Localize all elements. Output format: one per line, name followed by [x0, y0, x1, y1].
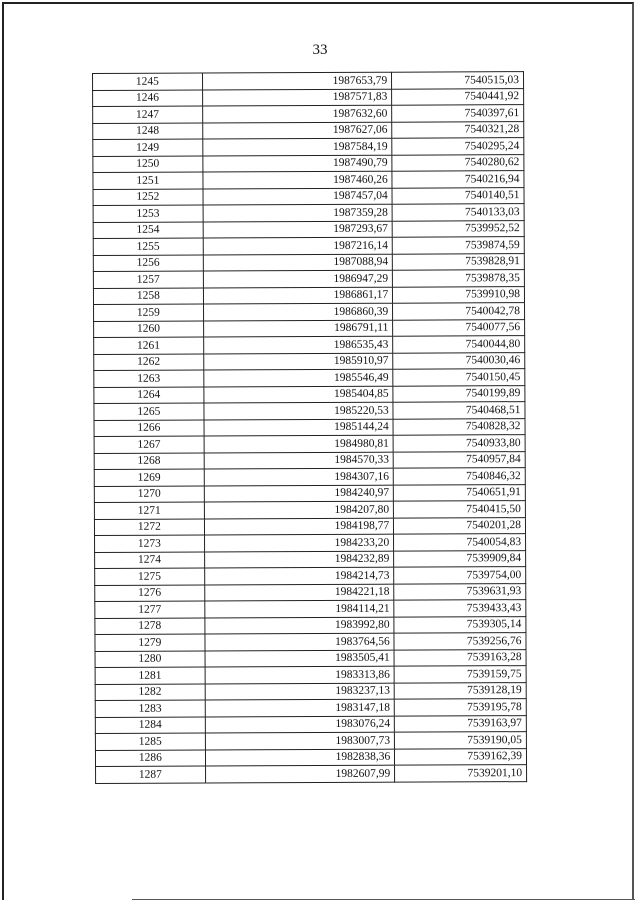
x-coordinate-cell: 1983313,86 — [205, 666, 395, 683]
page-number: 33 — [312, 42, 328, 58]
point-number-cell: 1276 — [95, 585, 205, 602]
y-coordinate-cell: 7540044,80 — [393, 336, 525, 353]
table-row — [94, 468, 525, 486]
point-number-cell: 1269 — [94, 469, 204, 486]
y-coordinate-cell: 7540828,32 — [393, 418, 525, 435]
table-row — [93, 105, 524, 123]
table-row — [94, 501, 525, 519]
x-coordinate-cell: 1985220,53 — [204, 402, 394, 419]
point-number-cell: 1247 — [93, 106, 203, 123]
table-row — [95, 600, 526, 618]
point-number-cell: 1260 — [94, 321, 204, 338]
y-coordinate-cell: 7539952,52 — [392, 220, 524, 237]
point-number-cell: 1256 — [93, 255, 203, 272]
y-coordinate-cell: 7540651,91 — [394, 484, 526, 501]
table-row — [95, 715, 526, 733]
x-coordinate-cell: 1986861,17 — [203, 287, 393, 304]
point-number-cell: 1281 — [95, 667, 205, 684]
x-coordinate-cell: 1987571,83 — [202, 89, 392, 106]
point-number-cell: 1272 — [94, 519, 204, 536]
y-coordinate-cell: 7540042,78 — [393, 303, 525, 320]
x-coordinate-cell: 1987584,19 — [202, 138, 392, 155]
y-coordinate-cell: 7539909,84 — [394, 550, 526, 567]
point-number-cell: 1265 — [94, 403, 204, 420]
y-coordinate-cell: 7540468,51 — [393, 402, 525, 419]
x-coordinate-cell: 1987460,26 — [203, 171, 393, 188]
y-coordinate-cell: 7540846,32 — [393, 468, 525, 485]
x-coordinate-cell: 1984207,80 — [204, 501, 394, 518]
point-number-cell: 1275 — [95, 568, 205, 585]
x-coordinate-cell: 1983992,80 — [205, 617, 395, 634]
point-number-cell: 1264 — [94, 387, 204, 404]
table-row — [95, 567, 526, 585]
point-number-cell: 1250 — [93, 156, 203, 173]
table-row — [93, 253, 524, 271]
point-number-cell: 1283 — [95, 700, 205, 717]
y-coordinate-cell: 7539195,78 — [394, 699, 526, 716]
y-coordinate-cell: 7540216,94 — [392, 171, 524, 188]
table-row — [95, 616, 526, 634]
y-coordinate-cell: 7539128,19 — [394, 682, 526, 699]
x-coordinate-cell: 1983237,13 — [205, 683, 395, 700]
y-coordinate-cell: 7540295,24 — [392, 138, 524, 155]
x-coordinate-cell: 1982607,99 — [205, 765, 395, 782]
point-number-cell: 1261 — [94, 337, 204, 354]
x-coordinate-cell: 1984570,33 — [204, 452, 394, 469]
table-row — [94, 402, 525, 420]
point-number-cell: 1254 — [93, 222, 203, 239]
x-coordinate-cell: 1984240,97 — [204, 485, 394, 502]
y-coordinate-cell: 7539163,97 — [395, 715, 527, 732]
point-number-cell: 1249 — [93, 139, 203, 156]
table-row — [95, 682, 526, 700]
y-coordinate-cell: 7539433,43 — [394, 600, 526, 617]
x-coordinate-cell: 1983076,24 — [205, 716, 395, 733]
point-number-cell: 1271 — [94, 502, 204, 519]
table-row — [93, 88, 524, 106]
table-row — [93, 187, 524, 205]
table-row — [94, 418, 525, 436]
table-row — [94, 352, 525, 370]
point-number-cell: 1278 — [95, 618, 205, 635]
table-row — [93, 171, 524, 189]
table-row — [95, 534, 526, 552]
x-coordinate-cell: 1984198,77 — [204, 518, 394, 535]
table-row — [96, 765, 527, 783]
x-coordinate-cell: 1986860,39 — [203, 303, 393, 320]
table-row — [93, 220, 524, 238]
table-row — [93, 270, 524, 288]
y-coordinate-cell: 7540515,03 — [392, 72, 524, 89]
y-coordinate-cell: 7540133,03 — [392, 204, 524, 221]
point-number-cell: 1257 — [93, 271, 203, 288]
y-coordinate-cell: 7540957,84 — [393, 451, 525, 468]
table-row — [93, 286, 524, 304]
point-number-cell: 1251 — [93, 172, 203, 189]
coordinates-table — [92, 71, 527, 783]
x-coordinate-cell: 1986535,43 — [203, 336, 393, 353]
x-coordinate-cell: 1987653,79 — [202, 72, 392, 89]
point-number-cell: 1252 — [93, 189, 203, 206]
point-number-cell: 1262 — [94, 354, 204, 371]
coordinates-table-body — [93, 72, 527, 783]
table-row — [94, 435, 525, 453]
point-number-cell: 1258 — [93, 288, 203, 305]
y-coordinate-cell: 7540397,61 — [392, 105, 524, 122]
table-row — [94, 484, 525, 502]
x-coordinate-cell: 1987632,60 — [202, 105, 392, 122]
table-row — [95, 732, 526, 750]
table-row — [95, 583, 526, 601]
table-row — [95, 633, 526, 651]
x-coordinate-cell: 1986947,29 — [203, 270, 393, 287]
x-coordinate-cell: 1986791,11 — [203, 320, 393, 337]
table-row — [94, 319, 525, 337]
y-coordinate-cell: 7540054,83 — [394, 534, 526, 551]
x-coordinate-cell: 1983147,18 — [205, 699, 395, 716]
table-row — [95, 748, 526, 766]
x-coordinate-cell: 1984233,20 — [204, 534, 394, 551]
y-coordinate-cell: 7540933,80 — [393, 435, 525, 452]
y-coordinate-cell: 7539190,05 — [395, 732, 527, 749]
x-coordinate-cell: 1987216,14 — [203, 237, 393, 254]
point-number-cell: 1277 — [95, 601, 205, 618]
table-row — [95, 666, 526, 684]
bottom-divider — [132, 899, 635, 900]
y-coordinate-cell: 7540150,45 — [393, 369, 525, 386]
table-row — [95, 699, 526, 717]
point-number-cell: 1263 — [94, 370, 204, 387]
table-row — [94, 336, 525, 354]
x-coordinate-cell: 1984980,81 — [204, 435, 394, 452]
y-coordinate-cell: 7539874,59 — [392, 237, 524, 254]
point-number-cell: 1286 — [95, 750, 205, 767]
point-number-cell: 1248 — [93, 123, 203, 140]
y-coordinate-cell: 7539878,35 — [393, 270, 525, 287]
point-number-cell: 1279 — [95, 634, 205, 651]
x-coordinate-cell: 1982838,36 — [205, 749, 395, 766]
table-row — [94, 303, 525, 321]
y-coordinate-cell: 7540201,28 — [394, 517, 526, 534]
table-row — [93, 237, 524, 255]
y-coordinate-cell: 7540415,50 — [394, 501, 526, 518]
point-number-cell: 1267 — [94, 436, 204, 453]
x-coordinate-cell: 1984221,18 — [204, 584, 394, 601]
y-coordinate-cell: 7539159,75 — [394, 666, 526, 683]
table-row — [94, 451, 525, 469]
table-row — [93, 138, 524, 156]
table-row — [93, 204, 524, 222]
point-number-cell: 1253 — [93, 205, 203, 222]
point-number-cell: 1287 — [96, 766, 206, 783]
table-row — [95, 649, 526, 667]
point-number-cell: 1268 — [94, 453, 204, 470]
x-coordinate-cell: 1985910,97 — [203, 353, 393, 370]
y-coordinate-cell: 7540280,62 — [392, 154, 524, 171]
x-coordinate-cell: 1985404,85 — [204, 386, 394, 403]
x-coordinate-cell: 1987359,28 — [203, 204, 393, 221]
y-coordinate-cell: 7540321,28 — [392, 121, 524, 138]
point-number-cell: 1245 — [93, 73, 203, 90]
x-coordinate-cell: 1983505,41 — [205, 650, 395, 667]
y-coordinate-cell: 7539256,76 — [394, 633, 526, 650]
x-coordinate-cell: 1987490,79 — [203, 155, 393, 172]
point-number-cell: 1280 — [95, 651, 205, 668]
point-number-cell: 1266 — [94, 420, 204, 437]
table-row — [93, 72, 524, 90]
x-coordinate-cell: 1985144,24 — [204, 419, 394, 436]
x-coordinate-cell: 1985546,49 — [204, 369, 394, 386]
table-row — [94, 385, 525, 403]
x-coordinate-cell: 1987457,04 — [203, 188, 393, 205]
x-coordinate-cell: 1983007,73 — [205, 732, 395, 749]
point-number-cell: 1274 — [95, 552, 205, 569]
table-row — [94, 517, 525, 535]
point-number-cell: 1259 — [94, 304, 204, 321]
y-coordinate-cell: 7539163,28 — [394, 649, 526, 666]
x-coordinate-cell: 1984307,16 — [204, 468, 394, 485]
x-coordinate-cell: 1987293,67 — [203, 221, 393, 238]
point-number-cell: 1285 — [95, 733, 205, 750]
x-coordinate-cell: 1983764,56 — [205, 633, 395, 650]
x-coordinate-cell: 1984214,73 — [204, 567, 394, 584]
x-coordinate-cell: 1984114,21 — [205, 600, 395, 617]
y-coordinate-cell: 7539910,98 — [393, 286, 525, 303]
y-coordinate-cell: 7539828,91 — [393, 253, 525, 270]
y-coordinate-cell: 7540199,89 — [393, 385, 525, 402]
y-coordinate-cell: 7540441,92 — [392, 88, 524, 105]
point-number-cell: 1246 — [93, 90, 203, 107]
y-coordinate-cell: 7539201,10 — [395, 765, 527, 782]
y-coordinate-cell: 7539305,14 — [394, 616, 526, 633]
table-row — [94, 369, 525, 387]
y-coordinate-cell: 7539754,00 — [394, 567, 526, 584]
point-number-cell: 1284 — [95, 717, 205, 734]
table-row — [95, 550, 526, 568]
x-coordinate-cell: 1984232,89 — [204, 551, 394, 568]
y-coordinate-cell: 7540077,56 — [393, 319, 525, 336]
point-number-cell: 1270 — [94, 486, 204, 503]
point-number-cell: 1255 — [93, 238, 203, 255]
y-coordinate-cell: 7539631,93 — [394, 583, 526, 600]
x-coordinate-cell: 1987627,06 — [202, 122, 392, 139]
table-row — [93, 121, 524, 139]
x-coordinate-cell: 1987088,94 — [203, 254, 393, 271]
point-number-cell: 1282 — [95, 684, 205, 701]
point-number-cell: 1273 — [95, 535, 205, 552]
y-coordinate-cell: 7540030,46 — [393, 352, 525, 369]
y-coordinate-cell: 7540140,51 — [392, 187, 524, 204]
table-row — [93, 154, 524, 172]
y-coordinate-cell: 7539162,39 — [395, 748, 527, 765]
